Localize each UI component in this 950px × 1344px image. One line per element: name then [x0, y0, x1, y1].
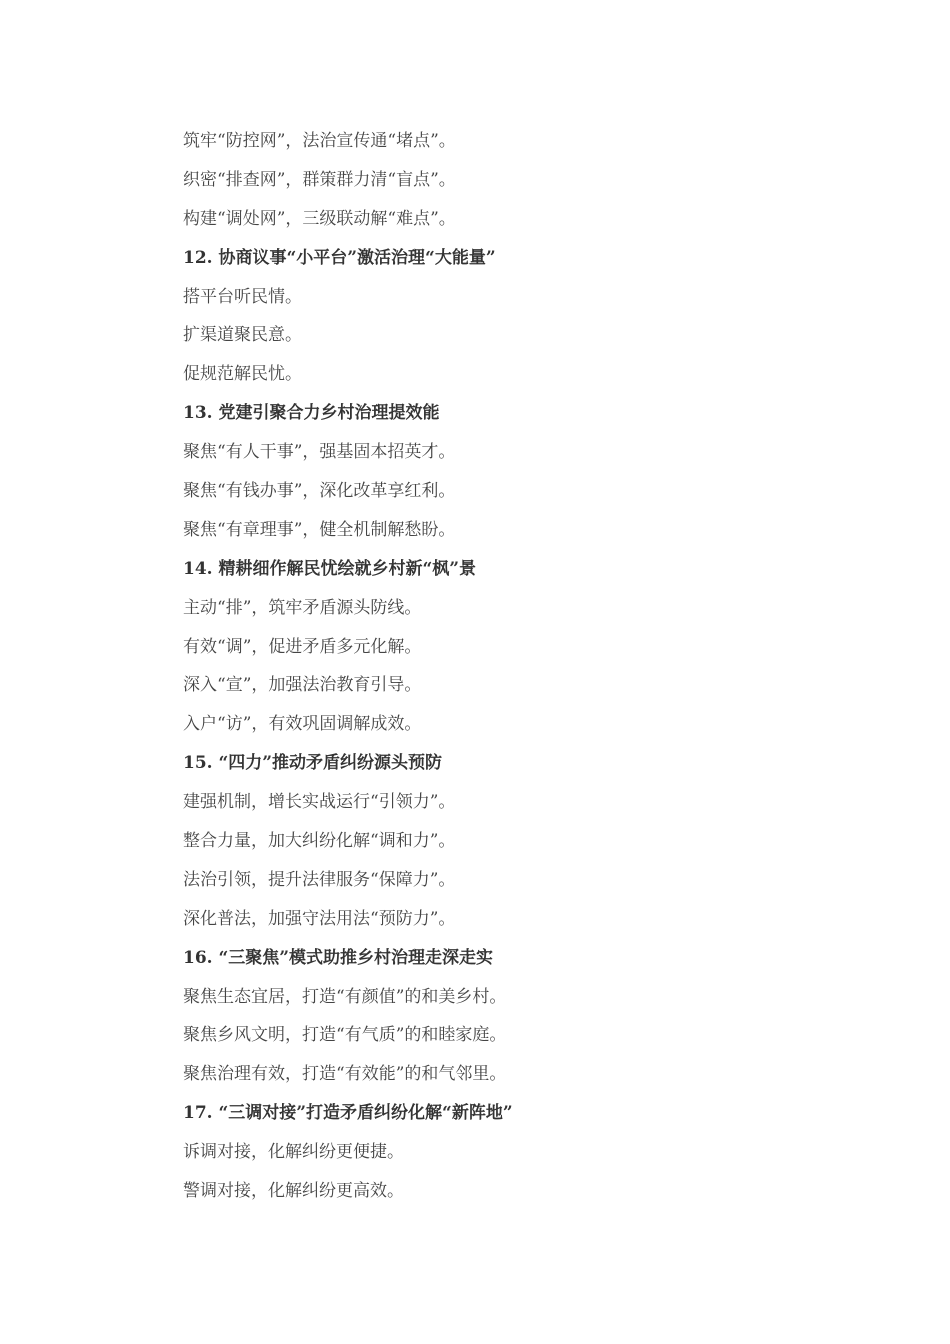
section-heading: 15. “四力”推动矛盾纠纷源头预防: [183, 753, 443, 774]
body-line: 深入“宣”，加强法治教育引导。: [183, 675, 422, 696]
body-line: 建强机制，增长实战运行“引领力”。: [183, 792, 456, 813]
body-line: 筑牢“防控网”，法治宣传通“堵点”。: [183, 131, 456, 151]
body-line: 主动“排”，筑牢矛盾源头防线。: [183, 597, 422, 618]
body-line: 聚焦治理有效，打造“有效能”的和气邻里。: [183, 1064, 507, 1085]
section-heading: 14. 精耕细作解民忧绘就乡村新“枫”景: [183, 558, 477, 579]
body-line: 深化普法，加强守法用法“预防力”。: [183, 908, 456, 929]
body-line: 法治引领，提升法律服务“保障力”。: [183, 869, 456, 890]
body-line: 促规范解民忧。: [183, 364, 302, 385]
section-heading: 17. “三调对接”打造矛盾纠纷化解“新阵地”: [183, 1103, 513, 1124]
section-heading: 16. “三聚焦”模式助推乡村治理走深走实: [183, 947, 494, 968]
body-line: 聚焦“有章理事”，健全机制解愁盼。: [183, 519, 456, 540]
body-line: 聚焦乡风文明，打造“有气质”的和睦家庭。: [183, 1025, 507, 1046]
document-page: [183, 122, 883, 1211]
body-line: 扩渠道聚民意。: [183, 325, 302, 346]
body-line: 构建“调处网”，三级联动解“难点”。: [183, 208, 456, 229]
body-line: 警调对接，化解纠纷更高效。: [183, 1181, 404, 1202]
body-line: 聚焦“有钱办事”，深化改革享红利。: [183, 481, 456, 502]
body-line: 搭平台听民情。: [183, 286, 302, 307]
section-heading: 13. 党建引聚合力乡村治理提效能: [183, 403, 440, 424]
section-heading: 12. 协商议事“小平台”激活治理“大能量”: [183, 247, 496, 268]
body-line: 有效“调”，促进矛盾多元化解。: [183, 636, 422, 657]
body-line: 织密“排查网”，群策群力清“盲点”。: [183, 169, 456, 190]
body-line: 入户“访”，有效巩固调解成效。: [183, 714, 422, 735]
body-line: 诉调对接，化解纠纷更便捷。: [183, 1142, 404, 1163]
body-line: 聚焦生态宜居，打造“有颜值”的和美乡村。: [183, 986, 507, 1007]
body-line: 聚焦“有人干事”，强基固本招英才。: [183, 442, 456, 463]
body-line: 整合力量，加大纠纷化解“调和力”。: [183, 831, 456, 852]
